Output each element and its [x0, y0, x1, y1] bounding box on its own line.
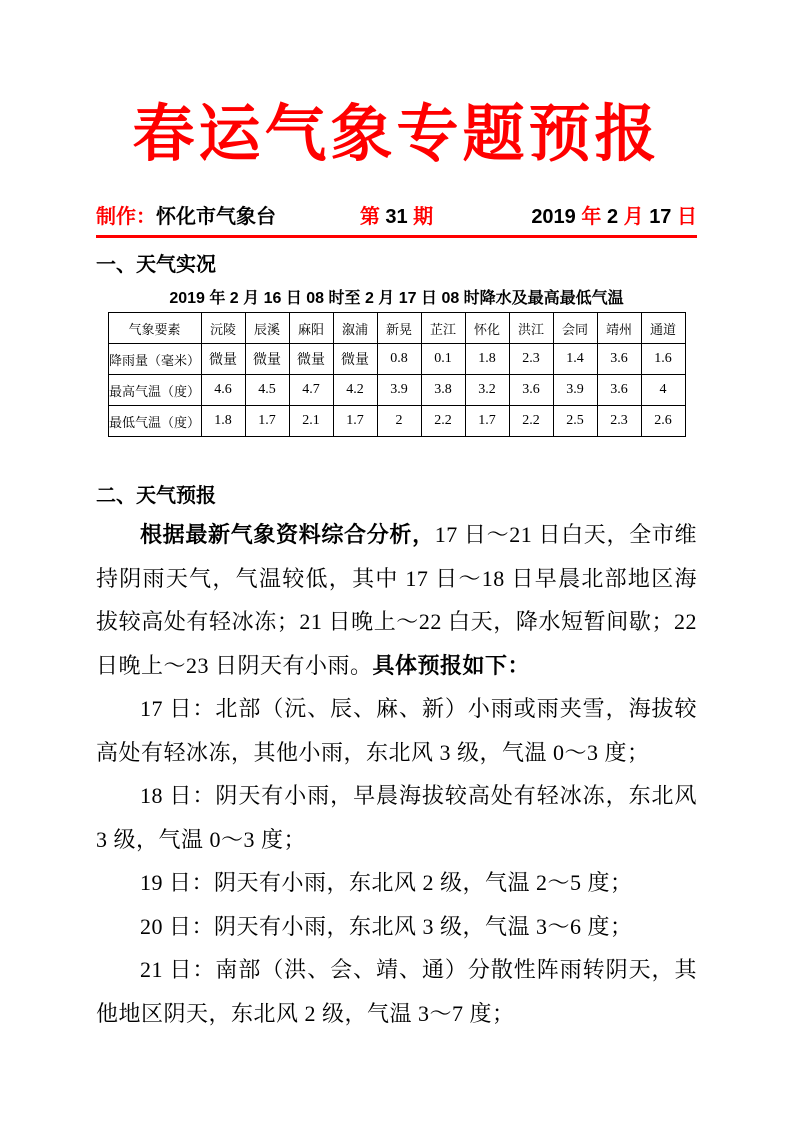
forecast-day-18: 18 日：阴天有小雨，早晨海拔较高处有轻冰冻，东北风 3 级，气温 0～3 度；	[96, 783, 697, 852]
row-label: 最高气温（度）	[108, 375, 201, 406]
table-cell: 4.6	[201, 375, 245, 406]
forecast-day-19: 19 日：阴天有小雨，东北风 2 级，气温 2～5 度；	[140, 870, 633, 895]
producer	[96, 204, 360, 230]
producer-name: 怀化市气象台	[156, 206, 276, 228]
table-cell: 3.6	[597, 375, 641, 406]
table-title: 2019 年 2 月 16 日 08 时至 2 月 17 日 08 时降水及最高最低气温	[169, 290, 624, 307]
row-label: 最低气温（度）	[108, 406, 201, 437]
table-cell: 3.2	[465, 375, 509, 406]
forecast-summary-tail: 具体预报如下：	[372, 652, 531, 678]
table-header-cell: 气象要素	[108, 313, 201, 344]
forecast-day-21: 21 日：南部（洪、会、靖、通）分散性阵雨转阴天，其他地区阴天，东北风 2 级，气温 3～7 度；	[96, 957, 697, 1026]
date-month-unit: 月	[618, 206, 650, 228]
table-cell: 1.7	[245, 406, 289, 437]
table-header-cell: 麻阳	[289, 313, 333, 344]
table-cell: 微量	[289, 344, 333, 375]
table-cell: 1.4	[553, 344, 597, 375]
table-header-cell: 沅陵	[201, 313, 245, 344]
table-header-cell: 会同	[553, 313, 597, 344]
document-title: 春运气象专题预报	[132, 101, 661, 169]
table-cell: 2.5	[553, 406, 597, 437]
table-header-cell: 芷江	[421, 313, 465, 344]
table-cell: 1.7	[465, 406, 509, 437]
table-header-cell: 辰溪	[245, 313, 289, 344]
table-cell: 微量	[245, 344, 289, 375]
date-day: 17	[649, 206, 672, 228]
table-cell: 4.2	[333, 375, 377, 406]
table-cell: 3.6	[597, 344, 641, 375]
forecast-summary-lead: 根据最新气象资料综合分析，	[140, 522, 435, 547]
table-cell: 0.8	[377, 344, 421, 375]
producer-label: 制作：	[96, 206, 156, 228]
red-divider	[96, 235, 697, 238]
table-cell: 2.1	[289, 406, 333, 437]
forecast-day-17: 17 日：北部（沅、辰、麻、新）小雨或雨夹雪，海拔较高处有轻冰冻，其他小雨，东北风 3 级，气温 0～3 度；	[96, 696, 697, 765]
table-cell: 2	[377, 406, 421, 437]
table-cell: 2.2	[421, 406, 465, 437]
weather-observation-table	[108, 312, 686, 437]
table-header-cell: 靖州	[597, 313, 641, 344]
table-cell: 4.5	[245, 375, 289, 406]
forecast-summary-paragraph	[96, 513, 697, 687]
row-label: 降雨量（毫米）	[108, 344, 201, 375]
table-cell: 1.8	[201, 406, 245, 437]
table-cell: 1.7	[333, 406, 377, 437]
table-cell: 2.2	[509, 406, 553, 437]
table-cell: 2.3	[597, 406, 641, 437]
table-cell: 4.7	[289, 375, 333, 406]
table-cell: 2.3	[509, 344, 553, 375]
table-header-row	[108, 313, 685, 344]
table-cell: 3.6	[509, 375, 553, 406]
section2-heading: 二、天气预报	[96, 485, 216, 507]
issue-suffix: 期	[407, 206, 434, 228]
date-year-unit: 年	[575, 206, 607, 228]
table-row-min-temp	[108, 406, 685, 437]
table-cell: 微量	[333, 344, 377, 375]
forecast-day-20: 20 日：阴天有小雨，东北风 3 级，气温 3～6 度；	[140, 913, 633, 939]
date-day-unit: 日	[671, 206, 697, 228]
table-cell: 1.6	[641, 344, 685, 375]
issue-value: 31	[385, 206, 408, 228]
table-cell: 2.6	[641, 406, 685, 437]
table-cell: 微量	[201, 344, 245, 375]
table-header-cell: 怀化	[465, 313, 509, 344]
issue-prefix: 第	[359, 206, 386, 228]
table-header-cell: 通道	[641, 313, 685, 344]
table-header-cell: 溆浦	[333, 313, 377, 344]
date-year: 2019	[531, 206, 576, 228]
section1-heading: 一、天气实况	[96, 254, 216, 276]
date-month: 2	[606, 206, 619, 228]
table-header-cell: 新晃	[377, 313, 421, 344]
forecast-summary-body: 17 日～21 日白天，全市维持阴雨天气，气温较低，其中 17 日～18 日早晨北部地区海拔较高处有轻冰冻；21 日晚上～22 白天，降水短暂间歇；22 日晚上～23 日阴天有小雨。	[96, 522, 697, 678]
table-cell: 3.9	[553, 375, 597, 406]
table-row-rainfall	[108, 344, 685, 375]
table-cell: 3.8	[421, 375, 465, 406]
meta-row	[96, 204, 697, 230]
table-cell: 3.9	[377, 375, 421, 406]
table-cell: 1.8	[465, 344, 509, 375]
table-cell: 4	[641, 375, 685, 406]
table-cell: 0.1	[421, 344, 465, 375]
issue-date	[433, 204, 697, 230]
issue-number	[360, 204, 433, 230]
table-row-max-temp	[108, 375, 685, 406]
table-header-cell: 洪江	[509, 313, 553, 344]
